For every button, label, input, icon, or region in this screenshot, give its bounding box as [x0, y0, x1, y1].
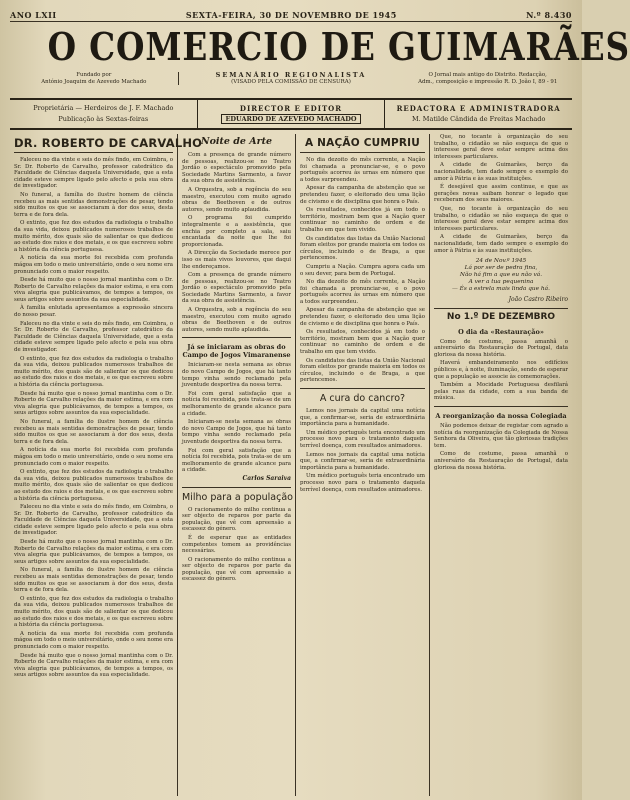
office-block: [403, 72, 572, 85]
paragraph: O extinto, que fez dos estudos da radiologia o trabalho da sua vida, deixou publicados numerosos trabalhos de muito mérito, dos quais são de salientar os que dedicou ao estudo dos raios e dos metais, e os que escreveu sobre a história da ciência portuguesa.: [14, 355, 173, 388]
subheadline-restauracao: O dia da «Restauração»: [458, 327, 544, 336]
paragraph: O extinto, que fez dos estudos da radiologia o trabalho da sua vida, deixou publicados numerosos trabalhos de muito mérito, dos quais são de salientar os que dedicou ao estudo dos raios e dos metais, e os que escreveu sobre a história da ciência portuguesa.: [14, 469, 173, 502]
headline-campo-de-jogos: Já se iniciaram as obras do Campo de Jogos Vimaranense: [182, 343, 291, 360]
paragraph: O racionamento do milho continua a ser objecto de reparos por parte da população, que vê com apreensão a escassez do género.: [182, 556, 291, 583]
paragraph: A cidade de Guimarães, berço da nacionalidade, tem dado sempre o exemplo do amor à Pátria e às suas instituições.: [434, 162, 568, 182]
paragraph: Os resultados, conhecidos já em todo o território, mostram bem que a Nação quer continuar no caminho de ordem e de trabalho em que tem vivido.: [300, 207, 425, 233]
paragraph: A notícia da sua morte foi recebida com profunda mágoa em todo o meio universitário, onde o seu nome era pronunciado com o maior respeito.: [14, 447, 173, 467]
paragraph: Apesar da campanha de abstenção que se pretendeu fazer, o eleitorado deu uma lição de civismo e de disciplina que honra o País.: [300, 185, 425, 205]
director-cell: [198, 100, 386, 128]
paragraph: Como de costume, passa amanhã o aniversário da Restauração de Portugal, data gloriosa da nossa história.: [434, 338, 568, 358]
tagline-block: [190, 72, 392, 86]
admin-title: REDACTORA E ADMINISTRADORA: [396, 104, 561, 113]
poem-signature: João Castro Ribeiro: [508, 296, 568, 304]
issue-date: SEXTA-FEIRA, 30 DE NOVEMBRO DE 1945: [185, 9, 397, 20]
masthead-title: O COMERCIO DE GUIMARÃES: [47, 24, 630, 69]
admin-cell: [385, 100, 572, 128]
paragraph: O extinto, que fez dos estudos da radiologia o trabalho da sua vida, deixou publicados numerosos trabalhos de muito mérito, dos quais são de salientar os que dedicou ao estudo dos raios e dos metais, e os que escreveu sobre a história da ciência portuguesa.: [14, 595, 173, 629]
paragraph: Também a Mocidade Portuguesa desfilará pelas ruas da cidade, com a sua banda de música.: [434, 382, 568, 402]
paragraph: Faleceu no dia vinte e seis do mês findo, em Coimbra, o Sr. Dr. Roberto de Carvalho, professor catedrático da Faculdade de Ciências daquela Universidade, que a esta cidade esteve sempre ligado pelo afecto e pela sua obra de investigador.: [14, 504, 173, 537]
paragraph: Como de costume, passa amanhã o aniversário da Restauração de Portugal, data gloriosa da nossa história.: [434, 451, 568, 471]
headline-nacao-cumpriu: A NAÇÃO CUMPRIU: [300, 136, 425, 153]
column-1: [10, 134, 203, 796]
paragraph: A Orquestra, sob a regência do seu maestro, executou com muito agrado obras de Beethoven e de outros autores, sendo muito aplaudida.: [182, 307, 291, 333]
office-line-1: O Jornal mais antigo do Distrito. Redacção,: [428, 72, 547, 78]
subhead: [10, 72, 572, 96]
divider: [300, 388, 425, 389]
paragraph: Desde há muito que o nosso jornal mantinha com o Dr. Roberto de Carvalho relações da maior estima, e era com viva alegria que publicávamos, de tempos a tempos, os seus artigos sobre assuntos da sua especialidade.: [14, 652, 173, 679]
founder-block: [10, 72, 179, 85]
founder-name: António Joaquim de Azevedo Machado: [41, 78, 147, 85]
paragraph: O racionamento do milho continua a ser objecto de reparos por parte da população, que vê com apreensão a escassez do género.: [182, 506, 291, 533]
paragraph: Que, no tocante à organização do seu trabalho, o cidadão se não esqueça de que o interesse geral deve estar sempre acima dos interesses particulares.: [434, 205, 568, 232]
poem-line: — És a estrela mais linda que há.: [452, 286, 550, 293]
issue-line: [10, 8, 572, 22]
poem-line: Lá por ser de pedra fina,: [464, 265, 538, 272]
paragraph: À família enlutada apresentamos a expressão sincera do nosso pesar.: [14, 305, 173, 319]
divider: [434, 406, 568, 407]
poem: [434, 258, 568, 293]
headline-colegiada: A reorganização da nossa Colegiada: [435, 412, 567, 421]
paragraph: Um médico português teria encontrado um processo novo para o tratamento daquela terrível doença, com resultados animadores.: [300, 473, 425, 493]
paragraph: Foi com geral satisfação que a notícia foi recebida, pois trata-se de um melhoramento de grande alcance para a cidade.: [182, 390, 291, 417]
headline-milho: Milho para a população: [182, 491, 293, 503]
paragraph: No funeral, a família do ilustre homem de ciência recebeu as mais sentidas demonstrações de pesar, tendo sido muitos os que se associaram à dor dos seus, desta terra e de fora dela.: [14, 418, 173, 445]
paragraph: A Orquestra, sob a regência do seu maestro, executou com muito agrado obras de Beethoven e de outros autores, sendo muito aplaudida.: [182, 186, 291, 213]
paragraph: Os candidatos das listas da União Nacional foram eleitos por grande maioria em todos os círculos, incluindo o de Braga, a que pertencemos.: [300, 357, 425, 384]
paragraph: A cidade de Guimarães, berço da nacionalidade, tem dado sempre o exemplo do amor à Pátria e às suas instituições.: [434, 234, 568, 254]
paragraph: O extinto, que fez dos estudos da radiologia o trabalho da sua vida, deixou publicados numerosos trabalhos de muito mérito, dos quais são de salientar os que dedicou ao estudo dos raios e dos metais, e os que escreveu sobre a história da ciência portuguesa.: [14, 220, 173, 253]
publication-line: Publicação às Sextas-feiras: [58, 115, 149, 123]
paragraph: Desde há muito que o nosso jornal mantinha com o Dr. Roberto de Carvalho relações da maior estima, e era com viva alegria que publicávamos, de tempos a tempos, os seus artigos sobre assuntos da sua especialidade.: [14, 539, 173, 565]
censorship-note: (VISADO PELA COMISSÃO DE CENSURA): [231, 79, 351, 85]
admin-name: M. Matilde Cândida de Freitas Machado: [412, 115, 546, 123]
paragraph: No funeral, a família do ilustre homem de ciência recebeu as mais sentidas demonstrações de pesar, tendo sido muitos os que se associaram à dor dos seus, desta terra e de fora dela.: [14, 567, 173, 594]
headline-cura-cancro: A cura do cancro?: [319, 393, 406, 404]
paragraph: O programa foi cumprido integralmente e a assistência, que enchia por completo a sala, saiu encantada da noite que lhe foi proporcionada.: [182, 215, 291, 248]
issue-number: ANO LXII: [10, 9, 57, 20]
column-2: [178, 134, 296, 796]
paragraph: Faleceu no dia vinte e seis do mês findo, em Coimbra, o Sr. Dr. Roberto de Carvalho, professor catedrático da Faculdade de Ciências daquela Universidade, que a esta cidade esteve sempre ligado pelo afecto e pela sua obra de investigador.: [14, 320, 173, 354]
headline-roberto: DR. ROBERTO DE CARVALHO: [14, 136, 173, 153]
founder-label: Fundado por: [76, 72, 112, 78]
byline: Carlos Saraiva: [242, 474, 291, 482]
staff-bar: [10, 98, 572, 130]
owner-cell: [10, 100, 198, 128]
poem-line: Não há fim a que eu não vá.: [459, 272, 543, 279]
director-title: DIRECTOR E EDITOR: [239, 104, 343, 113]
paragraph: Haverá embandeiramento nos edifícios públicos e, à noite, iluminação, sendo de esperar que a população se associe às comemorações.: [434, 360, 568, 380]
tagline: SEMANÁRIO REGIONALISTA: [215, 71, 367, 79]
divider: [182, 487, 291, 488]
director-name: EDUARDO DE AZEVEDO MACHADO: [221, 114, 360, 124]
divider: [182, 337, 291, 338]
paragraph: Lemos nos jornais da capital uma notícia que, a confirmar-se, seria de extraordinária importância para a humanidade.: [300, 408, 425, 428]
article-columns: [10, 134, 572, 796]
paragraph: É desejável que assim continue, e que as gerações novas saibam honrar o legado que receberam dos seus maiores.: [434, 184, 568, 204]
poem-line: 24 de Nov.º 1945: [475, 258, 527, 265]
office-line-2: Adm., composição e impressão R. D. João I, 89 - 91: [418, 78, 558, 85]
column-4: [430, 134, 572, 796]
paragraph: Foi com geral satisfação que a notícia foi recebida, pois trata-se de um melhoramento de grande alcance para a cidade.: [182, 447, 291, 474]
paragraph: Iniciaram-se nesta semana as obras do novo Campo de Jogos, que há tanto tempo vinha sendo reclamado pela juventude desportiva da nossa terra.: [182, 362, 291, 389]
paragraph: A Direcção da Sociedade merece por isso os mais vivos louvores, que daqui lhe endereçamos.: [182, 250, 291, 270]
paragraph: A notícia da sua morte foi recebida com profunda mágoa em todo o meio universitário, onde o seu nome era pronunciado com o maior respeito.: [14, 255, 173, 275]
headline-noite-de-arte: Noite de Arte: [200, 136, 273, 147]
owner-line: Proprietária — Herdeiros de J. F. Machado: [33, 104, 174, 112]
paragraph: No dia dezoito do mês corrente, a Nação foi chamada a pronunciar-se, e o povo português acorreu às urnas em número que a todos surpreendeu.: [300, 279, 425, 305]
paragraph: Um médico português teria encontrado um processo novo para o tratamento daquela terrível doença, com resultados animadores.: [300, 429, 425, 449]
paragraph: Com a presença de grande número de pessoas, realizou-se no Teatro Jordão o espectáculo promovido pela Sociedade Martins Sarmento, a favor da sua obra de assistência.: [182, 152, 291, 185]
headline-dezembro: No 1.º DE DEZEMBRO: [434, 308, 568, 323]
paragraph: Não podemos deixar de registar com agrado a notícia da reorganização da Colegiada de Nossa Senhora da Oliveira, que tão gloriosas tradições tem.: [434, 423, 568, 449]
paragraph: Que, no tocante à organização do seu trabalho, o cidadão se não esqueça de que o interesse geral deve estar sempre acima dos interesses particulares.: [434, 134, 568, 160]
paragraph: Com a presença de grande número de pessoas, realizou-se no Teatro Jordão o espectáculo promovido pela Sociedade Martins Sarmento, a favor da sua obra de assistência.: [182, 272, 291, 305]
paragraph: É de esperar que as entidades competentes tomem as providências necessárias.: [182, 534, 291, 555]
paragraph: Desde há muito que o nosso jornal mantinha com o Dr. Roberto de Carvalho relações da maior estima, e era com viva alegria que publicávamos, de tempos a tempos, os seus artigos sobre assuntos da sua especialidade.: [14, 277, 173, 303]
column-3: [296, 134, 430, 796]
paragraph: Os resultados, conhecidos já em todo o território, mostram bem que a Nação quer continuar no caminho de ordem e de trabalho em que tem vivido.: [300, 329, 425, 356]
paragraph: Iniciaram-se nesta semana as obras do novo Campo de Jogos, que há tanto tempo vinha sendo reclamado pela juventude desportiva da nossa terra.: [182, 419, 291, 445]
paragraph: Os candidatos das listas da União Nacional foram eleitos por grande maioria em todos os círculos, incluindo o de Braga, a que pertencemos.: [300, 235, 425, 262]
paragraph: Lemos nos jornais da capital uma notícia que, a confirmar-se, seria de extraordinária importância para a humanidade.: [300, 451, 425, 471]
paragraph: Cumpriu a Nação. Cumpra agora cada um o seu dever, para bem de Portugal.: [300, 263, 425, 277]
poem-line: A ver a tua pequenina: [468, 279, 534, 286]
paragraph: A notícia da sua morte foi recebida com profunda mágoa em todo o meio universitário, onde o seu nome era pronunciado com o maior respeito.: [14, 630, 173, 650]
paragraph: Faleceu no dia vinte e seis do mês findo, em Coimbra, o Sr. Dr. Roberto de Carvalho, professor catedrático da Faculdade de Ciências daquela Universidade, que a esta cidade esteve sempre ligado pelo afecto e pela sua obra de investigador.: [14, 157, 173, 190]
paragraph: No dia dezoito do mês corrente, a Nação foi chamada a pronunciar-se, e o povo português acorreu às urnas em número que a todos surpreendeu.: [300, 157, 425, 183]
paragraph: Apesar da campanha de abstenção que se pretendeu fazer, o eleitorado deu uma lição de civismo e de disciplina que honra o País.: [300, 307, 425, 327]
paragraph: No funeral, a família do ilustre homem de ciência recebeu as mais sentidas demonstrações de pesar, tendo sido muitos os que se associaram à dor dos seus, desta terra e de fora dela.: [14, 191, 173, 218]
issue-serial: N.º 8.430: [526, 9, 572, 20]
paragraph: Desde há muito que o nosso jornal mantinha com o Dr. Roberto de Carvalho relações da maior estima, e era com viva alegria que publicávamos, de tempos a tempos, os seus artigos sobre assuntos da sua especialidade.: [14, 390, 173, 417]
